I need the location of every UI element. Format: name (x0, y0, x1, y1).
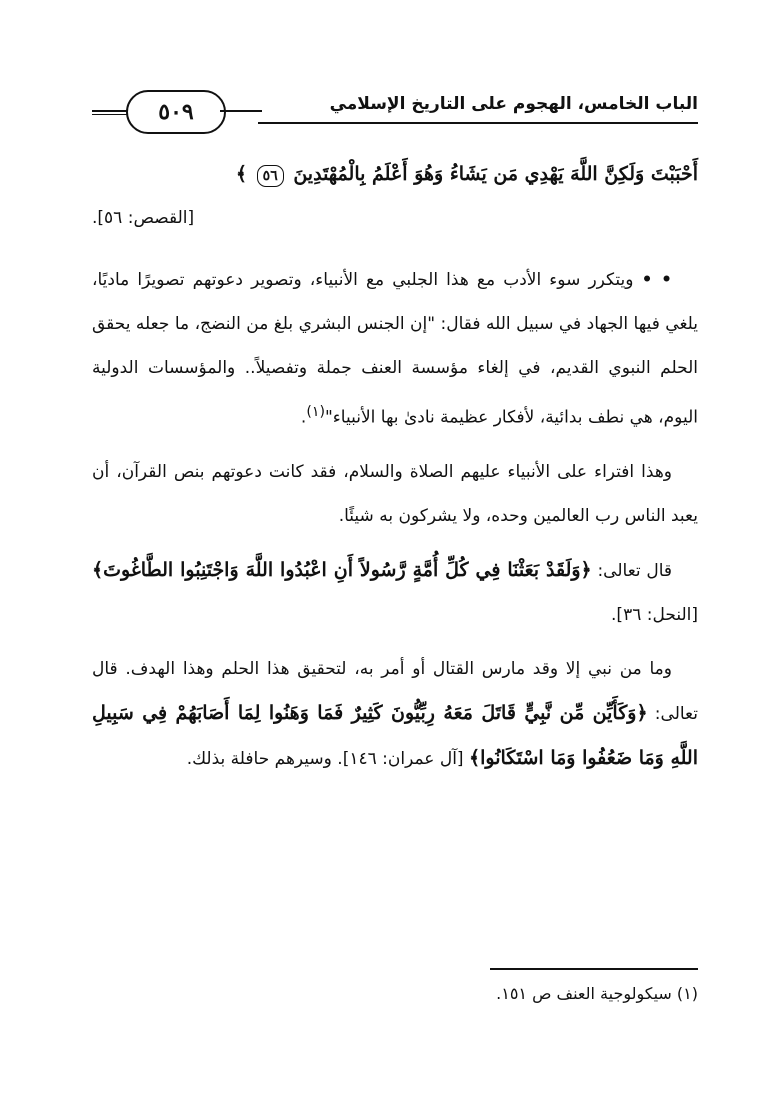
footnote-ref: (١) (306, 404, 325, 420)
paragraph (92, 647, 698, 781)
footnote: (١) سيكولوجية العنف ص ١٥١. (496, 984, 698, 1003)
verse-continuation (92, 152, 698, 196)
paragraph: وهذا افتراء على الأنبياء عليهم الصلاة والسلام، فقد كانت دعوتهم بنص القرآن، أن يعبد الناس رب العالمين وحده، ولا يشركون به شيئًا. (92, 461, 698, 526)
verse-reference: [القصص: ٥٦]. (92, 208, 195, 228)
paragraph-text: وسيرهم حافلة بذلك. (186, 748, 332, 769)
verse-reference: [آل عمران: ١٤٦]. (337, 748, 464, 769)
quran-verse: ﴿وَلَقَدْ بَعَثْنَا فِي كُلِّ أُمَّةٍ رَّسُولاً أَنِ اعْبُدُوا اللَّهَ وَاجْتَنِبُوا الطَّاغُوتَ﴾ (92, 558, 592, 581)
running-title: الباب الخامس، الهجوم على التاريخ الإسلامي (258, 94, 698, 124)
verse-text: أَحْبَبْتَ وَلَكِنَّ اللَّهَ يَهْدِي مَن يَشَاءُ وَهُوَ أَعْلَمُ بِالْمُهْتَدِينَ (293, 163, 698, 185)
verse-reference: [النحل: ٣٦]. (611, 604, 698, 625)
header-rule (220, 110, 262, 112)
header-rule (92, 110, 130, 115)
page-number: ٥٠٩ (126, 90, 226, 134)
bullet-marker: • • (641, 270, 672, 290)
page-header (92, 86, 698, 138)
footnote-separator (490, 968, 698, 970)
paragraph (92, 258, 698, 440)
paragraph-end: . (300, 407, 307, 428)
verse-close-bracket: ﴾ (235, 163, 248, 185)
ayah-number: ٥٦ (257, 165, 284, 187)
paragraph-text: وما من نبي إلا وقد مارس القتال أو أمر به، لتحقيق هذا الحلم وهذا الهدف. قال تعالى: (92, 658, 698, 724)
paragraph-text: قال تعالى: (597, 560, 673, 581)
paragraph-text: ويتكرر سوء الأدب مع هذا الجلبي مع الأنبياء، وتصوير دعوتهم تصويرًا ماديًا، يلغي فيها الجهاد في سبيل الله فقال: "إن الجنس البشري بلغ من النضج، ما جعله يحقق الحلم النبوي القديم، في إلغاء مؤسسة العنف جملة وتفصيلاً.. والمؤسسات الدولية اليوم، هي نطف بدائية، لأفكار عظيمة نادىٰ بها الأنبياء" (92, 270, 698, 428)
paragraph (92, 548, 698, 637)
page-body (92, 152, 698, 791)
quran-verse: ﴿وَكَأَيِّن مِّن نَّبِيٍّ قَاتَلَ مَعَهُ رِبِّيُّونَ كَثِيرٌ فَمَا وَهَنُوا لِمَا أَصَابَهُمْ فِي سَبِيلِ اللَّهِ وَمَا ضَعُفُوا وَمَا اسْتَكَانُوا﴾ (92, 701, 698, 769)
